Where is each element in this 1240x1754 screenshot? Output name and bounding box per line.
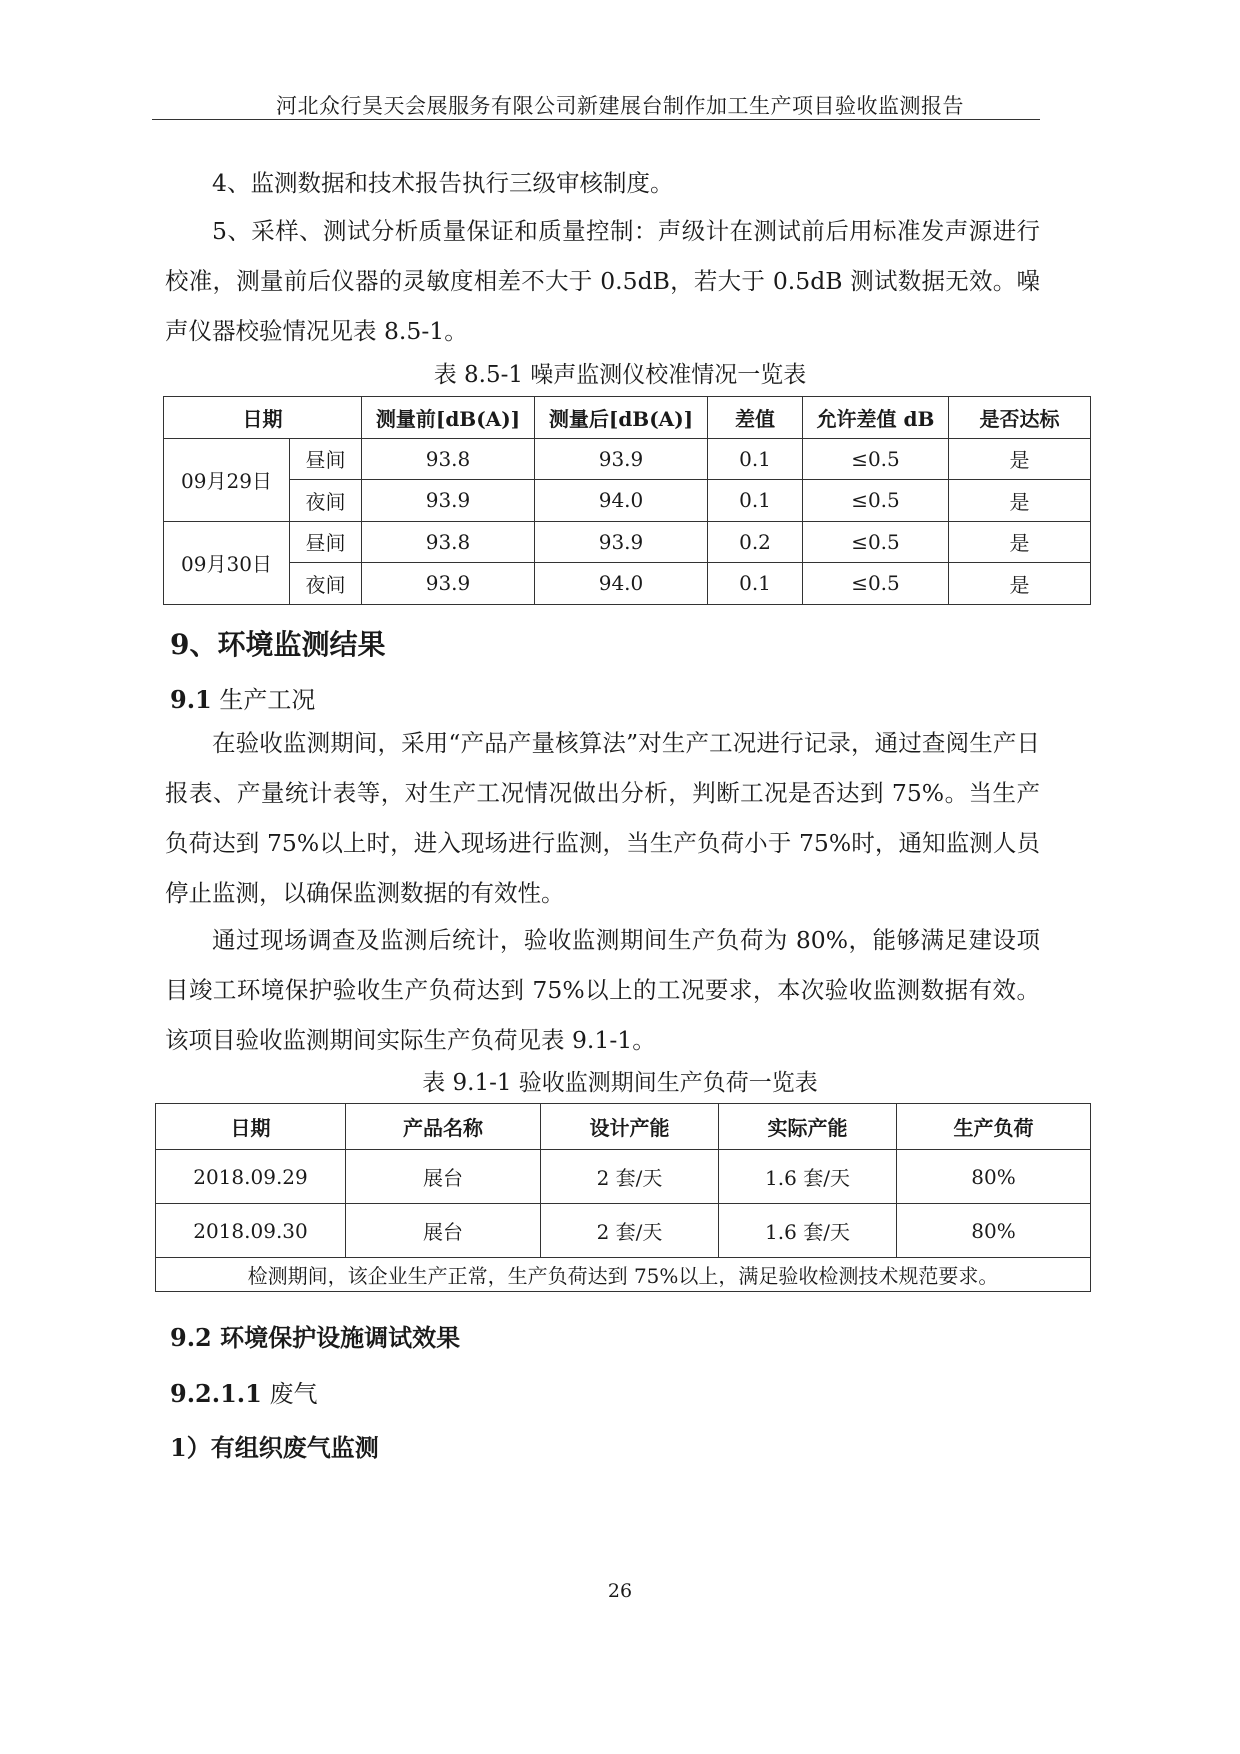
header-production-load: 生产负荷 — [897, 1104, 1091, 1150]
header-divider — [152, 119, 1040, 120]
product-cell: 展台 — [346, 1204, 541, 1258]
noise-calibration-table — [163, 396, 1091, 605]
header-after: 测量后[dB(A)] — [535, 397, 708, 439]
diff-cell: 0.1 — [708, 480, 803, 522]
before-cell: 93.9 — [362, 563, 535, 605]
allowed-cell: ≤0.5 — [803, 480, 949, 522]
section-title: 环境保护设施调试效果 — [220, 1323, 461, 1352]
pass-cell: 是 — [949, 480, 1091, 522]
pass-cell: 是 — [949, 521, 1091, 563]
before-cell: 93.8 — [362, 438, 535, 480]
date-cell: 09月30日 — [164, 521, 290, 604]
allowed-cell: ≤0.5 — [803, 563, 949, 605]
section-9-2-1-1-heading — [170, 1374, 318, 1409]
date-cell: 2018.09.29 — [156, 1150, 346, 1204]
table-row — [164, 563, 1091, 605]
table-row — [164, 521, 1091, 563]
section-title: 生产工况 — [219, 686, 316, 714]
table-row — [164, 480, 1091, 522]
diff-cell: 0.2 — [708, 521, 803, 563]
header-date: 日期 — [156, 1104, 346, 1150]
section-9-2-heading — [170, 1318, 460, 1353]
item-organized-exhaust-heading: 1）有组织废气监测 — [170, 1433, 379, 1462]
section-9-1-heading — [170, 680, 315, 715]
section-title: 废气 — [269, 1380, 318, 1408]
load-cell: 80% — [897, 1150, 1091, 1204]
table-note: 检测期间，该企业生产正常，生产负荷达到 75%以上，满足验收检测技术规范要求。 — [156, 1258, 1091, 1292]
product-cell: 展台 — [346, 1150, 541, 1204]
after-cell: 93.9 — [535, 438, 708, 480]
table-row — [164, 438, 1091, 480]
header-actual-capacity: 实际产能 — [719, 1104, 897, 1150]
header-product: 产品名称 — [346, 1104, 541, 1150]
after-cell: 94.0 — [535, 563, 708, 605]
date-cell: 2018.09.30 — [156, 1204, 346, 1258]
actual-cell: 1.6 套/天 — [719, 1150, 897, 1204]
period-cell: 昼间 — [290, 438, 362, 480]
design-cell: 2 套/天 — [541, 1150, 719, 1204]
table-8-5-1-caption: 表 8.5-1 噪声监测仪校准情况一览表 — [433, 362, 807, 388]
page-number: 26 — [607, 1580, 633, 1602]
header-allowed: 允许差值 dB — [803, 397, 949, 439]
period-cell: 夜间 — [290, 563, 362, 605]
table-9-1-1-caption: 表 9.1-1 验收监测期间生产负荷一览表 — [422, 1070, 818, 1096]
header-date: 日期 — [164, 397, 362, 439]
allowed-cell: ≤0.5 — [803, 521, 949, 563]
section-9-heading: 9、环境监测结果 — [170, 628, 386, 661]
diff-cell: 0.1 — [708, 438, 803, 480]
actual-cell: 1.6 套/天 — [719, 1204, 897, 1258]
after-cell: 93.9 — [535, 521, 708, 563]
before-cell: 93.8 — [362, 521, 535, 563]
header-design-capacity: 设计产能 — [541, 1104, 719, 1150]
header-pass: 是否达标 — [949, 397, 1091, 439]
paragraph-load-result: 通过现场调查及监测后统计，验收监测期间生产负荷为 80%，能够满足建设项目竣工环境保护验收生产负荷达到 75%以上的工况要求，本次验收监测数据有效。该项目验收监测期间实际生产负荷见表 9.1-1。 — [165, 926, 1040, 1054]
section-number: 9.2 — [170, 1323, 212, 1352]
paragraph-method: 在验收监测期间，采用“产品产量核算法”对生产工况进行记录，通过查阅生产日报表、产量统计表等，对生产工况情况做出分析，判断工况是否达到 75%。当生产负荷达到 75%以上时，进入现场进行监测，当生产负荷小于 75%时，通知监测人员停止监测，以确保监测数据的有效性。 — [165, 729, 1040, 907]
pass-cell: 是 — [949, 563, 1091, 605]
after-cell: 94.0 — [535, 480, 708, 522]
table-row — [156, 1150, 1091, 1204]
header-diff: 差值 — [708, 397, 803, 439]
section-number: 9.1 — [170, 685, 212, 714]
pass-cell: 是 — [949, 438, 1091, 480]
before-cell: 93.9 — [362, 480, 535, 522]
table-row — [156, 1204, 1091, 1258]
section-number: 9.2.1.1 — [170, 1379, 262, 1408]
table-header-row — [164, 397, 1091, 439]
table-note-row — [156, 1258, 1091, 1292]
page-header: 河北众行昊天会展服务有限公司新建展台制作加工生产项目验收监测报告 — [276, 94, 964, 118]
period-cell: 夜间 — [290, 480, 362, 522]
production-load-table — [155, 1103, 1091, 1292]
allowed-cell: ≤0.5 — [803, 438, 949, 480]
paragraph-audit: 4、监测数据和技术报告执行三级审核制度。 — [212, 169, 674, 197]
header-before: 测量前[dB(A)] — [362, 397, 535, 439]
period-cell: 昼间 — [290, 521, 362, 563]
table-header-row — [156, 1104, 1091, 1150]
date-cell: 09月29日 — [164, 438, 290, 521]
diff-cell: 0.1 — [708, 563, 803, 605]
paragraph-quality-control: 5、采样、测试分析质量保证和质量控制：声级计在测试前后用标准发声源进行校准，测量前后仪器的灵敏度相差不大于 0.5dB，若大于 0.5dB 测试数据无效。噪声仪器校验情况见表 8.5-1。 — [165, 217, 1040, 345]
load-cell: 80% — [897, 1204, 1091, 1258]
design-cell: 2 套/天 — [541, 1204, 719, 1258]
